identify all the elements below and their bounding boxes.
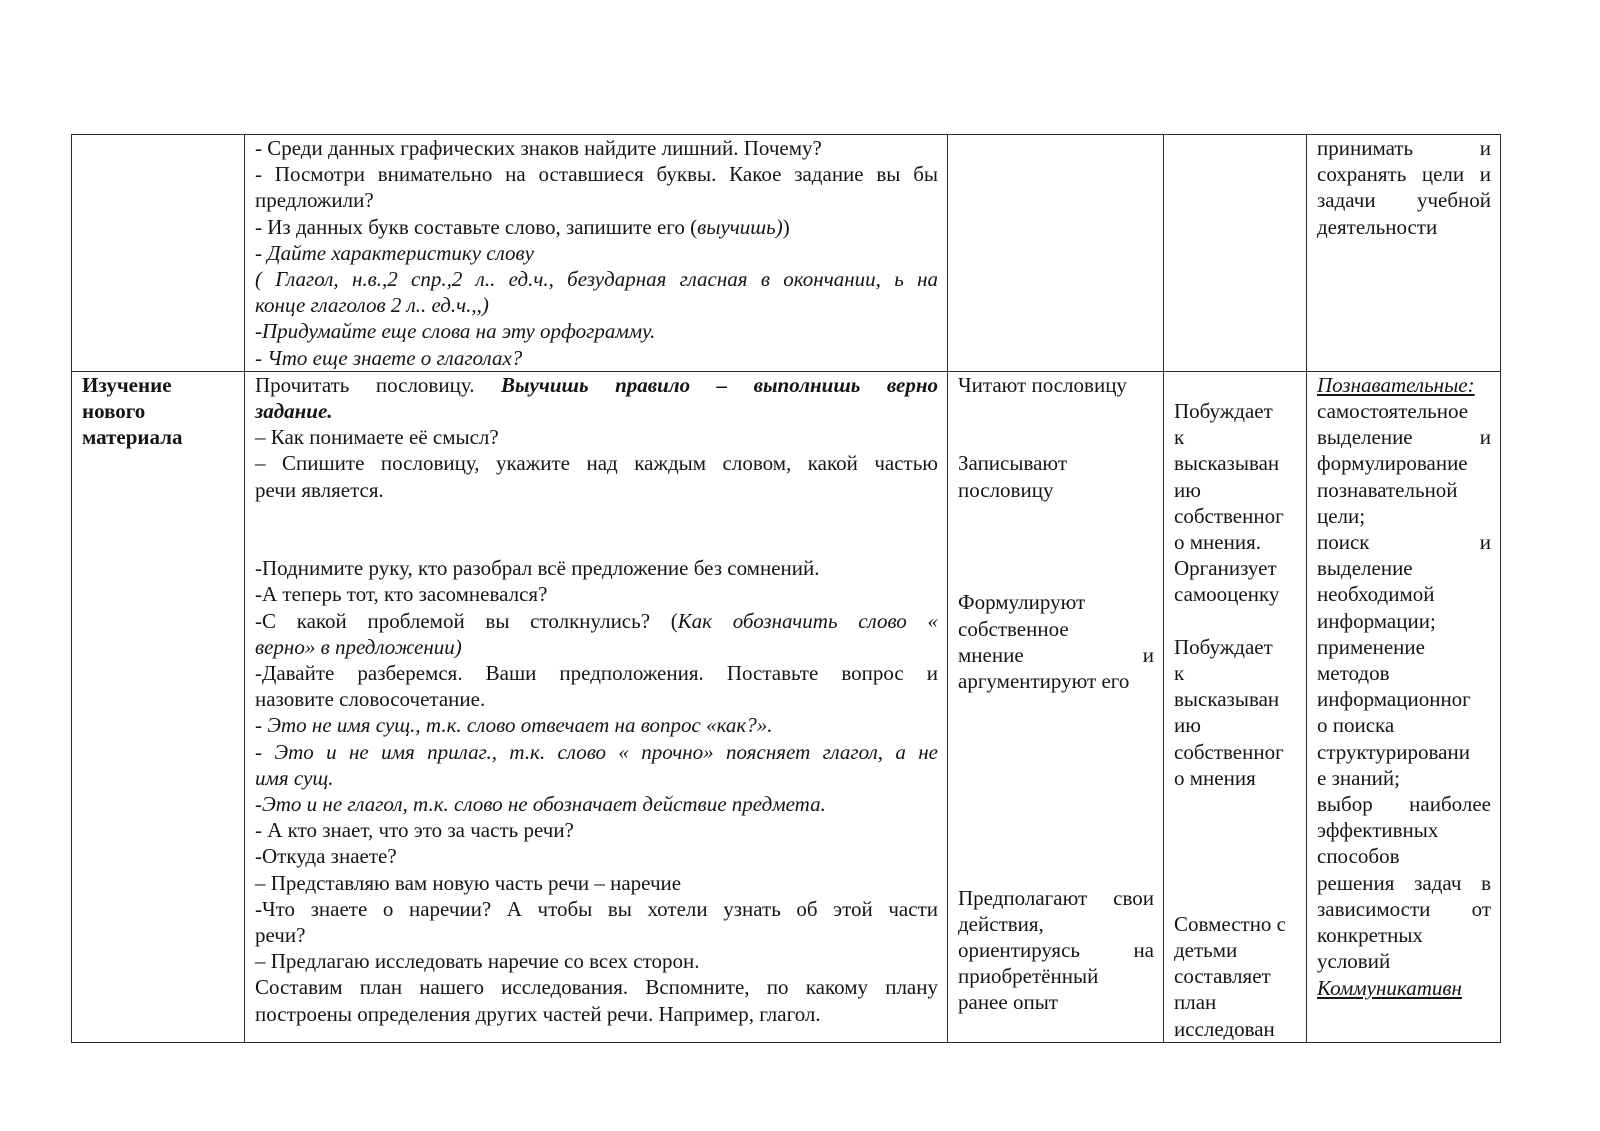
text-line: -Что знаете о наречии? А чтобы вы хотели узнать об этой части xyxy=(255,896,938,921)
text-line: структурировани xyxy=(1317,739,1470,764)
text-line: ранее опыт xyxy=(958,990,1058,1015)
text-line: - Из данных букв составьте слово, запишите его (выучишь)) xyxy=(255,214,790,239)
text-line: Совместно с xyxy=(1174,911,1287,936)
text-line: деятельности xyxy=(1317,214,1438,239)
text-line: Читают пословицу xyxy=(958,372,1127,397)
text-line: информационног xyxy=(1317,687,1471,712)
text-line: -Это и не глагол, т.к. слово не обозначает действие предмета. xyxy=(255,792,826,817)
text-line: решения задач в xyxy=(1317,870,1491,895)
text-line: принимать и xyxy=(1317,136,1491,160)
lesson-plan-table xyxy=(71,134,1501,1043)
text-line: выбор наиболее xyxy=(1317,792,1491,817)
text-line: высказыван xyxy=(1174,687,1280,712)
table-row xyxy=(72,371,1501,1042)
text-line: исследован xyxy=(1174,1016,1275,1041)
uud-heading: Коммуникативн xyxy=(1317,975,1462,1000)
text-line: познавательной xyxy=(1317,477,1458,502)
text-line: сохранять цели и xyxy=(1317,162,1491,187)
text-line: - А кто знает, что это за часть речи? xyxy=(255,818,574,843)
text-line: план xyxy=(1174,990,1217,1015)
text-line: речи является. xyxy=(255,477,384,502)
text-line: собственног xyxy=(1174,503,1284,528)
text-line: - Что еще знаете о глаголах? xyxy=(255,345,523,370)
text-line: к xyxy=(1174,425,1185,450)
text-line: -С какой проблемой вы столкнулись? (Как обозначить слово « xyxy=(255,608,938,633)
text-line: предложили? xyxy=(255,188,374,213)
text-line: применение xyxy=(1317,634,1425,659)
text-line: способов xyxy=(1317,844,1400,869)
text-line: ориентируясь на xyxy=(958,938,1154,963)
text-line: цели; xyxy=(1317,503,1366,528)
text-line: конце глаголов 2 л.. ед.ч.,,) xyxy=(255,293,489,318)
text-line: формулирование xyxy=(1317,451,1468,476)
text-line: -Давайте разберемся. Ваши предположения. Поставьте вопрос и xyxy=(255,661,938,686)
text-line: Составим план нашего исследования. Вспомните, по какому плану xyxy=(255,975,938,1000)
text-line: задачи учебной xyxy=(1317,188,1491,213)
text-line: поиск и xyxy=(1317,530,1491,555)
text-line: -Откуда знаете? xyxy=(255,844,397,869)
teacher-role-cell xyxy=(1164,371,1307,1042)
text-line: речи? xyxy=(255,923,306,948)
text-line: о мнения xyxy=(1174,765,1256,790)
text-line: задание. xyxy=(255,399,333,424)
text-line: верно» в предложении) xyxy=(255,634,462,659)
text-line: Предполагают свои xyxy=(958,885,1154,910)
table-row xyxy=(72,135,1501,372)
stage-cell xyxy=(72,371,245,1042)
text-line: самооценку xyxy=(1174,582,1280,607)
text-line: Побуждает xyxy=(1174,399,1273,424)
text-line: -Поднимите руку, кто разобрал всё предложение без сомнений. xyxy=(255,556,820,581)
text-line: выделение и xyxy=(1317,425,1491,450)
text-line: Формулируют xyxy=(958,590,1086,615)
text-line: информации; xyxy=(1317,608,1436,633)
text-line: о мнения. xyxy=(1174,530,1261,555)
text-line: методов xyxy=(1317,661,1390,686)
stage-title: Изучение xyxy=(82,372,172,397)
text-line: детьми xyxy=(1174,938,1238,963)
text-line: составляет xyxy=(1174,964,1271,989)
text-line: е знаний; xyxy=(1317,765,1400,790)
text-line: самостоятельное xyxy=(1317,399,1469,424)
uud-cell xyxy=(1307,371,1501,1042)
text-line: – Представляю вам новую часть речи – наречие xyxy=(255,870,682,895)
stage-title: материала xyxy=(82,425,183,450)
text-line: высказыван xyxy=(1174,451,1280,476)
text-line: Записывают xyxy=(958,451,1068,476)
text-line: зависимости от xyxy=(1317,896,1491,921)
text-line: -А теперь тот, кто засомневался? xyxy=(255,582,548,607)
text-line: – Спишите пословицу, укажите над каждым словом, какой частью xyxy=(255,451,938,476)
teacher-role-cell xyxy=(1164,135,1307,372)
text-line: мнение и xyxy=(958,642,1154,667)
text-line: – Предлагаю исследовать наречие со всех сторон. xyxy=(255,949,700,974)
teacher-activity-cell xyxy=(245,371,948,1042)
uud-cell xyxy=(1307,135,1501,372)
text-line: - Это не имя сущ., т.к. слово отвечает на вопрос «как?». xyxy=(255,713,773,738)
text-line: ию xyxy=(1174,713,1201,738)
stage-cell xyxy=(72,135,245,372)
text-line: пословицу xyxy=(958,477,1054,502)
text-line: аргументируют его xyxy=(958,669,1130,694)
uud-heading: Познавательные: xyxy=(1317,372,1475,397)
student-activity-cell xyxy=(948,371,1164,1042)
text-line: Побуждает xyxy=(1174,634,1273,659)
text-line: ию xyxy=(1174,477,1201,502)
text-line: условий xyxy=(1317,949,1391,974)
text-line: Прочитать пословицу. Выучишь правило – выполнишь верно xyxy=(255,372,938,397)
stage-title: нового xyxy=(82,399,146,424)
text-line: о поиска xyxy=(1317,713,1395,738)
text-line: приобретённый xyxy=(958,964,1099,989)
student-activity-cell xyxy=(948,135,1164,372)
text-line: Организует xyxy=(1174,556,1277,581)
text-line: - Это и не имя прилаг., т.к. слово « прочно» поясняет глагол, а не xyxy=(255,739,938,764)
teacher-activity-cell xyxy=(245,135,948,372)
text-line: ( Глагол, н.в.,2 спр.,2 л.. ед.ч., безударная гласная в окончании, ь на xyxy=(255,267,938,292)
text-line: к xyxy=(1174,661,1185,686)
text-line: имя сущ. xyxy=(255,765,334,790)
text-line: эффективных xyxy=(1317,818,1439,843)
text-line: - Среди данных графических знаков найдите лишний. Почему? xyxy=(255,136,822,160)
text-line: - Посмотри внимательно на оставшиеся буквы. Какое задание вы бы xyxy=(255,162,938,187)
text-line: – Как понимаете её смысл? xyxy=(255,425,499,450)
text-line: собственног xyxy=(1174,739,1284,764)
text-line: - Дайте характеристику слову xyxy=(255,240,534,265)
text-line: действия, xyxy=(958,911,1044,936)
text-line: -Придумайте еще слова на эту орфограмму. xyxy=(255,319,656,344)
text-line: построены определения других частей речи. Например, глагол. xyxy=(255,1001,821,1026)
text-line: назовите словосочетание. xyxy=(255,687,486,712)
text-line: необходимой xyxy=(1317,582,1435,607)
text-line: конкретных xyxy=(1317,923,1423,948)
text-line: выделение xyxy=(1317,556,1413,581)
text-line: собственное xyxy=(958,616,1069,641)
